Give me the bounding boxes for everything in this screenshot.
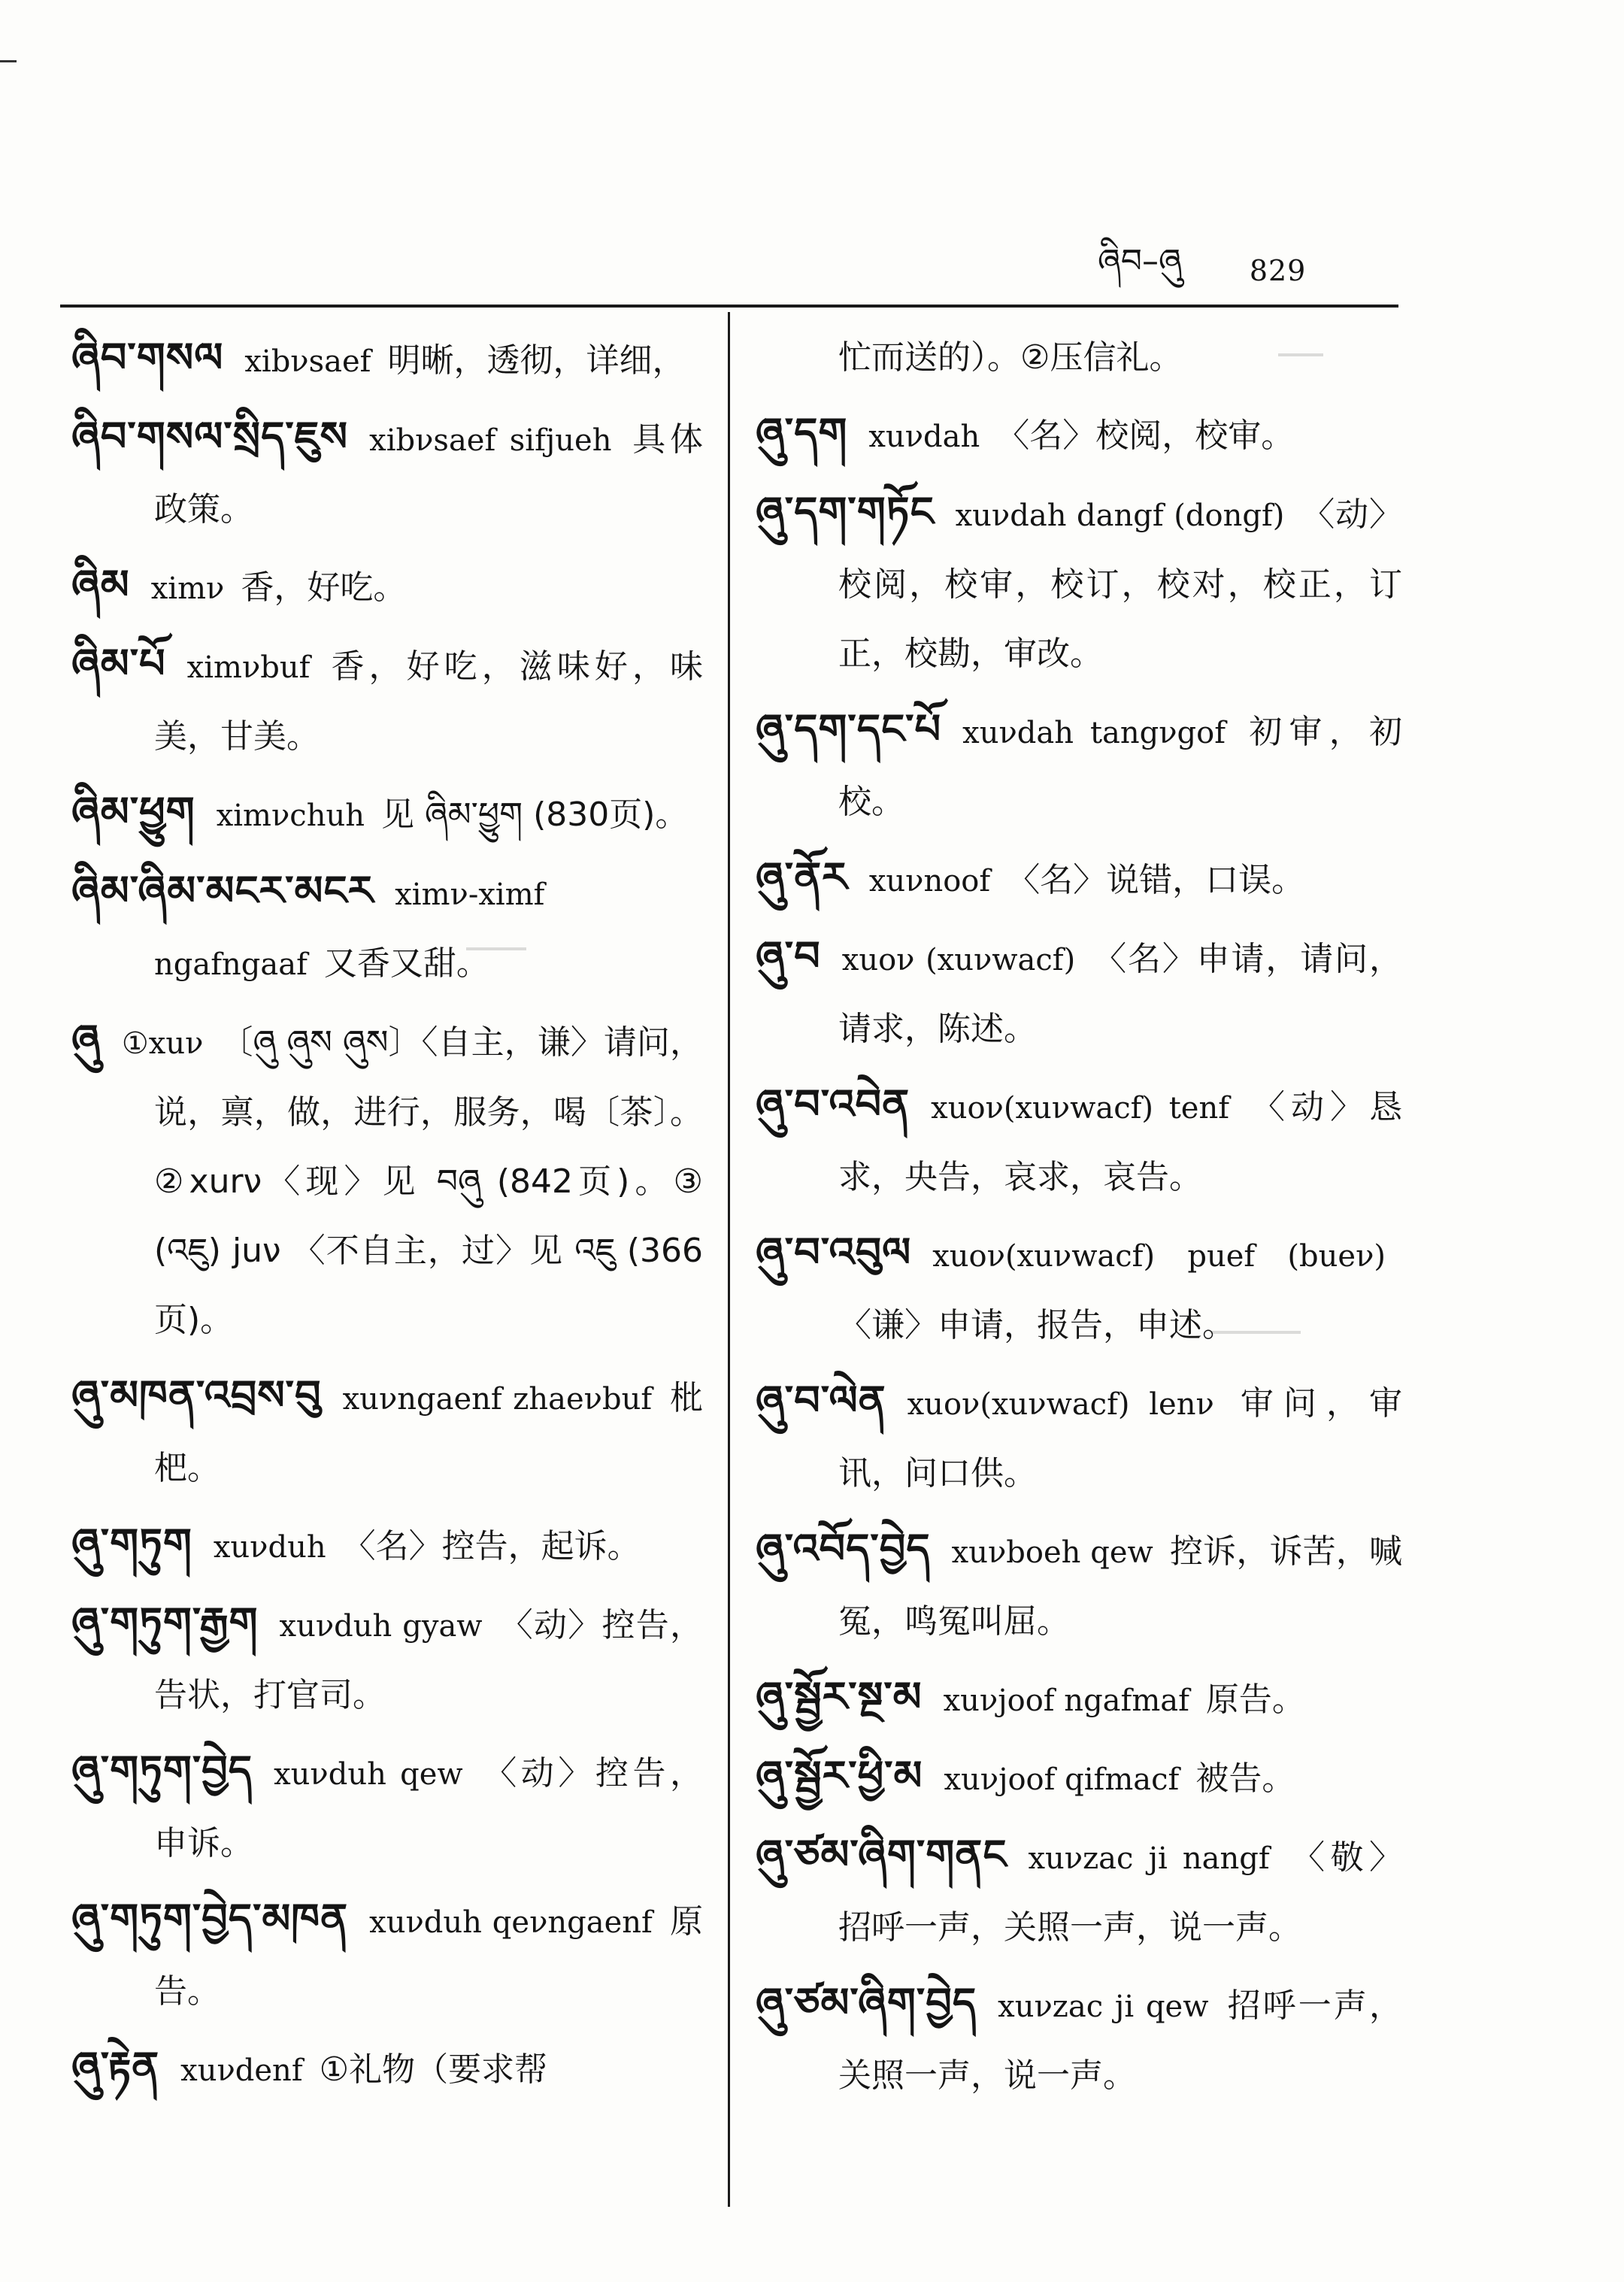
headword-tibetan: ཞིབ་གསལ་སྲིད་ཇུས <box>71 413 349 460</box>
headword-tibetan: ཞུ་གཏུག་བྱེད <box>71 1747 253 1794</box>
headword-tibetan: ཞུ་ནོར <box>756 853 848 901</box>
headword-tibetan: ཞུ་སྦྱོར་སྔ་མ <box>756 1673 923 1720</box>
dictionary-entry <box>71 2032 703 2105</box>
headword-tibetan: ཞུ་བ་འབུལ <box>756 1229 912 1276</box>
headword-tibetan: ཞུ་སྦྱོར་ཕྱི་མ <box>756 1752 923 1799</box>
headword-tibetan: ཞུ་གཏུག་རྒྱག <box>71 1599 259 1646</box>
headword-tibetan: ཞིབ་གསལ <box>71 334 224 381</box>
definition: 香，好吃。 <box>241 568 407 607</box>
definition: 原告。 <box>1205 1680 1305 1719</box>
dictionary-entry <box>756 695 1402 837</box>
dictionary-entry <box>756 1070 1402 1212</box>
romanization: ①xuν <box>121 1026 204 1061</box>
headword-tibetan: ཞིམ <box>71 561 130 608</box>
definition: 控诉，诉苦，喊冤，鸣冤叫屈。 <box>838 1532 1403 1641</box>
definition: 招呼一声，关照一声，说一声。 <box>838 1987 1402 2095</box>
definition: 〈动〉控告，申诉。 <box>154 1754 704 1862</box>
column-divider <box>728 312 730 2207</box>
definition: 〔ཞུ ཞུས ཞུས〕〈自主，谦〉请问，说，禀，做，进行，服务，喝〔茶〕。②xurν〈现〉见 བཞུ (842页)。③ (འཇུ) juν 〈不自主，过〉见 འཇུ (366 页)。 <box>154 1023 703 1339</box>
romanization: ximνbuf <box>186 650 311 685</box>
romanization: xibνsaef <box>244 344 371 379</box>
romanization: xuνdah dangf (dongf) <box>955 499 1285 533</box>
dictionary-entry <box>71 1509 703 1582</box>
definition: 〈名〉说错，口误。 <box>1007 861 1305 899</box>
romanization: xuνdah tangνgof <box>962 716 1226 750</box>
romanization: xuνdenf <box>180 2053 303 2088</box>
romanization: xuνboeh qew <box>951 1535 1153 1570</box>
dictionary-entry <box>756 1820 1402 1962</box>
definition: 〈名〉申请，请问，请求，陈述。 <box>838 940 1403 1048</box>
dictionary-entry <box>71 402 703 544</box>
headword-tibetan: ཞུ་བ་ལེན <box>756 1377 886 1424</box>
definition: 〈名〉控告，起诉。 <box>342 1527 641 1565</box>
romanization: xuoν(xuνwacf) puef (bueν) <box>932 1239 1386 1274</box>
dictionary-entry <box>756 1741 1402 1814</box>
guide-word: ཞིབ–ཞུ <box>1098 242 1182 280</box>
definition: 〈名〉校阅，校审。 <box>996 417 1295 455</box>
dictionary-entry <box>71 1005 703 1355</box>
definition: 原告。 <box>154 1902 704 2011</box>
headword-tibetan: ཞུ་མཁན་འབྲས་བུ <box>71 1371 322 1419</box>
dictionary-entry <box>756 922 1402 1064</box>
dictionary-entry <box>71 323 703 396</box>
romanization: xuνduh gyaw <box>279 1609 483 1644</box>
dictionary-entry <box>71 629 703 771</box>
romanization: xuνdah <box>868 420 980 454</box>
headword-tibetan: ཞིམ་ཞིམ་མངར་མངར <box>71 867 374 914</box>
romanization: xibνsaef sifjueh <box>369 423 612 458</box>
dictionary-entry <box>756 477 1402 689</box>
definition: 又香又甜。 <box>323 944 489 983</box>
right-column <box>756 323 1402 2117</box>
dictionary-entry <box>756 1662 1402 1735</box>
headword-tibetan: ཞུ་ཙམ་ཞིག་གནང <box>756 1831 1007 1878</box>
headword-tibetan: ཞུ་རྟེན <box>71 2043 160 2090</box>
romanization: xuoν(xuνwacf) lenν <box>907 1387 1214 1422</box>
romanization: xuνnoof <box>868 864 991 899</box>
romanization: xuoν(xuνwacf) tenf <box>931 1091 1230 1126</box>
headword-tibetan: ཞུ་དག <box>756 409 848 456</box>
romanization: xuνjoof ngafmaf <box>943 1683 1189 1718</box>
dictionary-entry <box>71 1588 703 1730</box>
definition: 〈动〉恳求，央告，哀求，哀告。 <box>838 1088 1403 1196</box>
dictionary-entry <box>756 1218 1402 1360</box>
definition: 明晰，透彻，详细， <box>387 341 686 380</box>
dictionary-entry <box>756 843 1402 916</box>
definition: ①礼物（要求帮 <box>319 2050 548 2089</box>
romanization: xuνduh qew <box>274 1757 463 1792</box>
definition: 〈谦〉申请，报告，申述。 <box>838 1306 1235 1344</box>
dictionary-entry <box>71 1736 703 1878</box>
headword-tibetan: ཞུ <box>71 1016 101 1063</box>
definition: 被告。 <box>1195 1759 1295 1798</box>
headword-tibetan: ཞུ་ཙམ་ཞིག་བྱེད <box>756 1979 977 2026</box>
definition: 具体政策。 <box>154 420 703 529</box>
romanization: xuoν (xuνwacf) <box>841 943 1076 977</box>
definition: 香，好吃，滋味好，味美，甘美。 <box>154 647 703 756</box>
headword-tibetan: ཞུ་བ་འབེན <box>756 1080 910 1128</box>
definition: 见 ཞིམ་ཕྱུག (830页)。 <box>380 796 689 834</box>
romanization: xuνduh <box>213 1530 326 1565</box>
romanization: ximν-ximf ngafngaaf <box>154 877 545 982</box>
page-header <box>1098 244 1306 297</box>
romanization: ximνchuh <box>216 799 365 833</box>
headword-tibetan: ཞིམ་པོ <box>71 640 166 687</box>
definition: 枇杷。 <box>154 1379 703 1487</box>
headword-tibetan: ཞུ་བ <box>756 932 821 980</box>
definition: 审问，审讯，问口供。 <box>838 1384 1402 1493</box>
romanization: xuνjoof qifmacf <box>944 1762 1180 1797</box>
definition: 初审，初校。 <box>838 713 1402 821</box>
romanization: xuνduh qeνngaenf <box>369 1905 653 1940</box>
dictionary-entry <box>71 1884 703 2026</box>
dictionary-entry <box>71 1361 703 1503</box>
dictionary-entry <box>756 399 1402 471</box>
left-column <box>71 323 703 2111</box>
headword-tibetan: ཞུ་དག་དང་པོ <box>756 705 942 753</box>
definition: 〈敬〉招呼一声，关照一声，说一声。 <box>838 1838 1402 1947</box>
page-edge-mark <box>0 60 17 62</box>
dictionary-entry <box>756 1514 1402 1656</box>
romanization: ximν <box>150 571 225 606</box>
romanization: xuνzac ji nangf <box>1028 1841 1270 1876</box>
definition: 〈动〉校阅，校审，校订，校对，校正，订正，校勘，审改。 <box>838 495 1403 673</box>
dictionary-entry <box>71 777 703 850</box>
entry-continuation <box>756 323 1402 392</box>
headword-tibetan: ཞིམ་ཕྱུག <box>71 788 195 835</box>
headword-tibetan: ཞུ་གཏུག <box>71 1520 192 1567</box>
romanization: xuνngaenf zhaeνbuf <box>342 1382 653 1417</box>
romanization: xuνzac ji qew <box>998 1990 1209 2024</box>
dictionary-entry <box>71 856 703 999</box>
page-number: 829 <box>1249 254 1307 287</box>
headword-tibetan: ཞུ་འབོད་བྱེད <box>756 1525 931 1572</box>
definition: 忙而送的）。②压信礼。 <box>838 338 1183 377</box>
definition: 〈动〉控告，告状，打官司。 <box>154 1606 703 1714</box>
header-rule <box>60 305 1398 308</box>
headword-tibetan: ཞུ་དག་གཏོང <box>756 488 935 535</box>
dictionary-entry <box>756 1968 1402 2111</box>
dictionary-entry <box>756 1366 1402 1508</box>
dictionary-entry <box>71 550 703 623</box>
headword-tibetan: ཞུ་གཏུག་བྱེད་མཁན <box>71 1895 349 1942</box>
